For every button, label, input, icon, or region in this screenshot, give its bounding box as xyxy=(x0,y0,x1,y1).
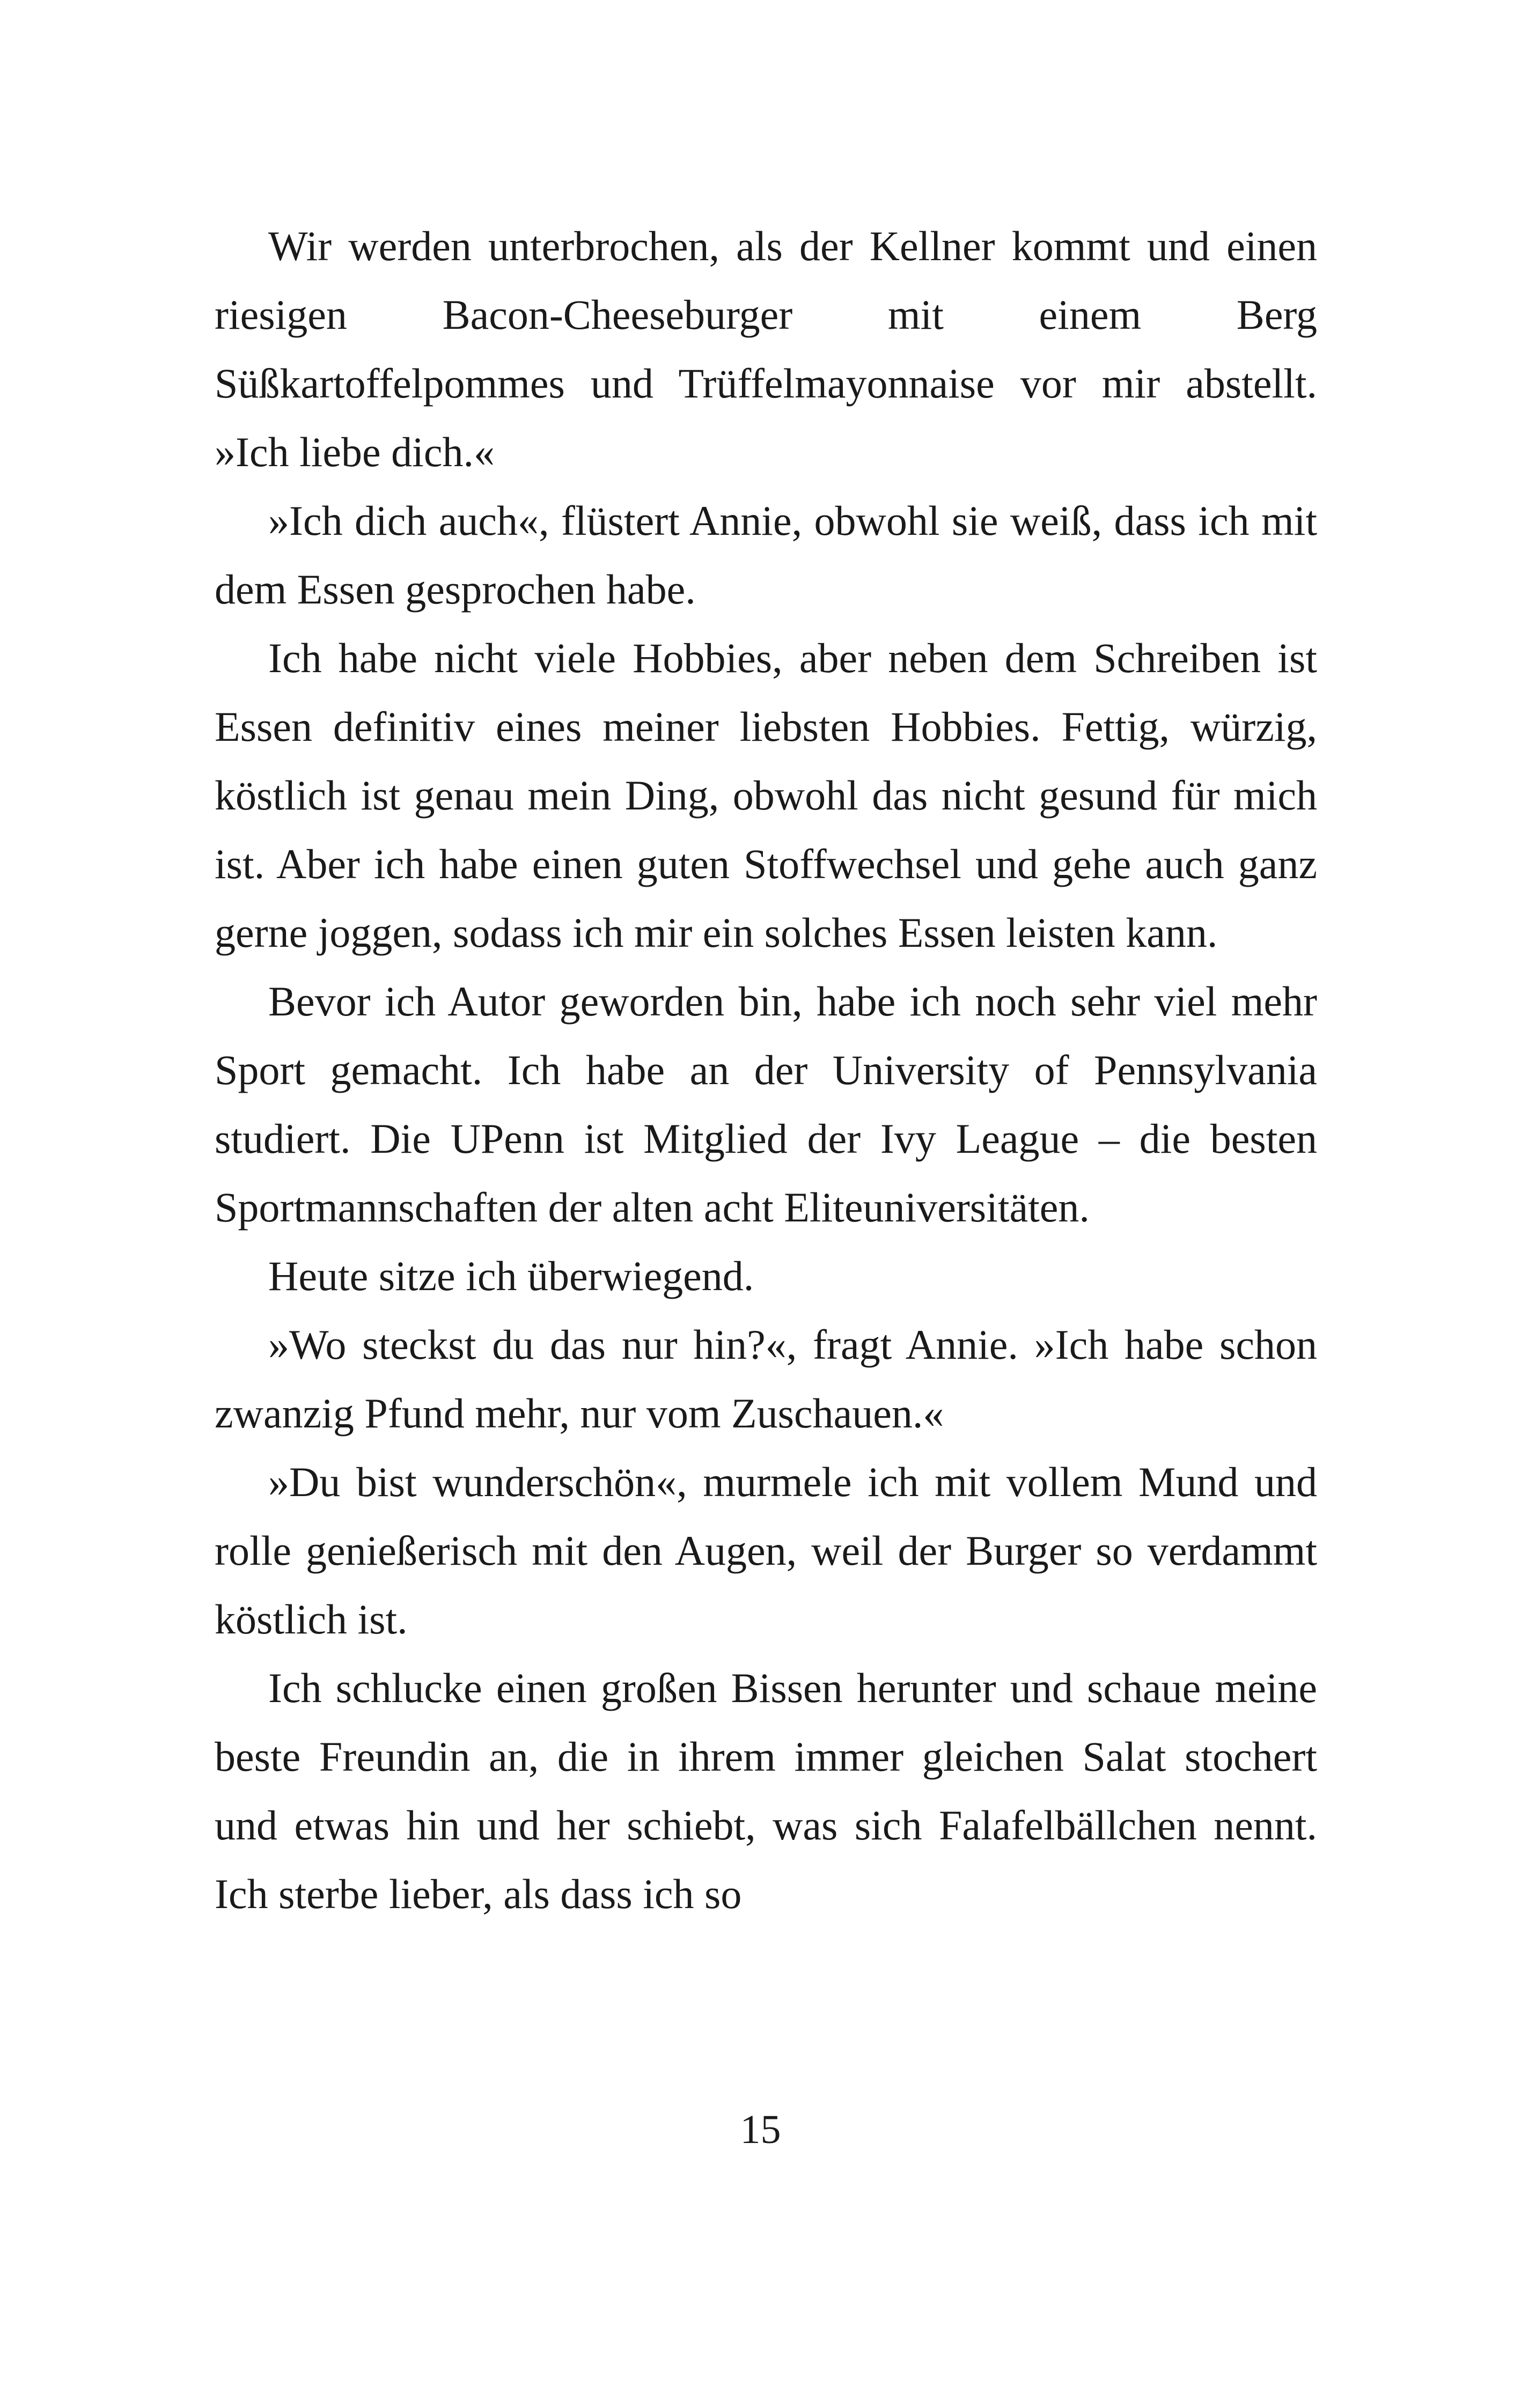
paragraph-6: »Wo steckst du das nur hin?«, fragt Annie. »Ich habe schon zwanzig Pfund mehr, nur vom Zuschauen.« xyxy=(215,1321,1317,1437)
paragraph-4: Bevor ich Autor geworden bin, habe ich noch sehr viel mehr Sport gemacht. Ich habe an der University of Pennsylvania studiert. Die UPenn ist Mitglied der Ivy League – die besten Sportmannschaften der alten acht Eliteuniversitäten. xyxy=(215,978,1317,1231)
page-number: 15 xyxy=(740,2107,781,2152)
paragraph-1: Wir werden unterbrochen, als der Kellner kommt und einen riesigen Bacon-Cheeseburger mit einem Berg Süßkartoffelpommes und Trüffelmayonnaise vor mir abstellt. »Ich liebe dich.« xyxy=(215,223,1317,475)
paragraph-2: »Ich dich auch«, flüstert Annie, obwohl sie weiß, dass ich mit dem Essen gesprochen habe. xyxy=(215,497,1317,613)
paragraph-7: »Du bist wunderschön«, murmele ich mit vollem Mund und rolle genießerisch mit den Augen, weil der Burger so verdammt köstlich ist. xyxy=(215,1459,1317,1643)
paragraph-5: Heute sitze ich überwiegend. xyxy=(268,1253,754,1299)
paragraph-3: Ich habe nicht viele Hobbies, aber neben dem Schreiben ist Essen definitiv eines meiner liebsten Hobbies. Fettig, würzig, köstlich ist genau mein Ding, obwohl das nicht gesund für mich ist. Aber ich habe einen guten Stoffwechsel und gehe auch ganz gerne joggen, sodass ich mir ein solches Essen leisten kann. xyxy=(215,635,1317,956)
paragraph-8: Ich schlucke einen großen Bissen herunter und schaue meine beste Freundin an, die in ihrem immer gleichen Salat stochert und etwas hin und her schiebt, was sich Falafelbällchen nennt. Ich sterbe lieber, als dass ich so xyxy=(215,1665,1317,1917)
body-text xyxy=(215,212,1317,1928)
